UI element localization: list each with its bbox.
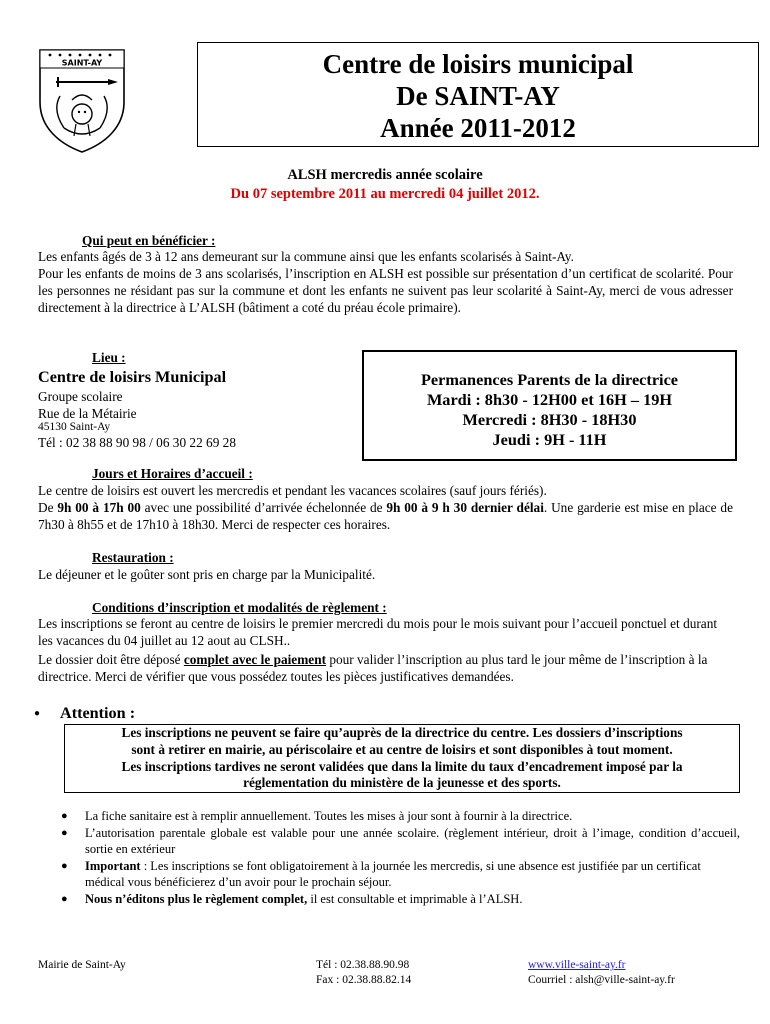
- crest-text: SAINT-AY: [61, 58, 103, 68]
- beneficiaries-para-2: Pour les enfants de moins de 3 ans scolarisés, l’inscription en ALSH est possible sur présentation d’un certificat de scolarité. Pour les personnes ne résidant pas sur la commune et dont les enfants ne suivent pas leur scolarité à Saint-Ay, merci de vous adresser directement à la directrice à L’ALSH (bâtiment a coté du préau école primaire).: [38, 266, 733, 316]
- hours-p2-text-c: avec une possibilité d’arrivée échelonnée de: [140, 500, 387, 515]
- hours-p2-bold-b: 9h 00 à 17h 00: [57, 500, 141, 515]
- footer-mairie: Mairie de Saint-Ay: [38, 959, 126, 971]
- hours-p2-text-a: De: [38, 500, 58, 515]
- title-line-1: Centre de loisirs municipal: [322, 49, 634, 79]
- footer-email: Courriel : alsh@ville-saint-ay.fr: [528, 974, 675, 986]
- bullet-4-bold: Nous n’éditons plus le règlement complet,: [85, 891, 308, 906]
- bullet-text-4: il est consultable et imprimable à l’ALSH.: [307, 891, 523, 906]
- conditions-heading: Conditions d’inscription et modalités de règlement :: [92, 600, 387, 615]
- hours-para-1: Le centre de loisirs est ouvert les mercredis et pendant les vacances scolaires (sauf jours fériés).: [38, 483, 547, 498]
- permanences-line-1: Mardi : 8h30 - 12H00 et 16H – 19H: [426, 390, 673, 409]
- conditions-para-1: Les inscriptions se feront au centre de loisirs le premier mercredi du mois pour le mois suivant pour l’accueil ponctuel et durant les vacances du 04 juillet au 12 aout au CLSH..: [38, 616, 718, 649]
- attention-line-1: Les inscriptions ne peuvent se faire qu’auprès de la directrice du centre. Les dossiers d’inscriptions: [121, 725, 683, 740]
- footer-website-link[interactable]: www.ville-saint-ay.fr: [528, 959, 626, 971]
- bullet-text-2: L’autorisation parentale globale est valable pour une année scolaire. (règlement intérieur, droit à l’image, condition d’accueil, sortie en extérieur: [85, 825, 740, 856]
- attention-box: [64, 724, 740, 793]
- attention-bullet-icon: ●: [34, 708, 41, 719]
- title-line-3: Année 2011-2012: [380, 113, 576, 143]
- crest-shield-icon: [34, 44, 130, 154]
- permanences-box: [362, 350, 737, 461]
- bullet-icon: ●: [61, 859, 68, 872]
- permanences-title: Permanences Parents de la directrice: [420, 370, 679, 389]
- conditions-p2-bold: complet avec le paiement: [183, 652, 327, 667]
- footer-web: [528, 958, 675, 988]
- footer-tel: Tél : 02.38.88.90.98: [316, 959, 410, 971]
- title-box: [197, 42, 759, 147]
- beneficiaries-heading: Qui peut en bénéficier :: [82, 233, 216, 248]
- catering-para: Le déjeuner et le goûter sont pris en charge par la Municipalité.: [38, 567, 376, 582]
- attention-line-3: Les inscriptions tardives ne seront validées que dans la limite du taux d’encadrement imposé par la: [121, 758, 683, 774]
- beneficiaries-para-1: Les enfants âgés de 3 à 12 ans demeurant sur la commune ainsi que les enfants scolarisés à Saint-Ay.: [38, 249, 574, 264]
- bullet-list: [58, 808, 740, 907]
- footer-fax: Fax : 02.38.88.82.14: [316, 974, 412, 986]
- bullet-text-1: La fiche sanitaire est à remplir annuellement. Toutes les mises à jour sont à fournir à la directrice.: [85, 809, 573, 823]
- list-item: [58, 825, 740, 858]
- attention-line-2: sont à retirer en mairie, au périscolaire et au centre de loisirs et sont disponibles à tout moment.: [131, 741, 673, 757]
- permanences-line-2: Mercredi : 8H30 - 18H30: [462, 410, 637, 429]
- hours-para-2: [38, 499, 733, 533]
- saint-ay-crest-logo: [34, 44, 130, 154]
- location-name: Centre de loisirs Municipal: [38, 368, 227, 386]
- catering-heading: Restauration :: [92, 550, 174, 565]
- permanences-line-3: Jeudi : 9H - 11H: [492, 430, 607, 449]
- footer-contact: [316, 958, 411, 988]
- subtitle-line-1: ALSH mercredis année scolaire: [287, 167, 483, 183]
- bullet-text-3: : Les inscriptions se font obligatoirement à la journée les mercredis, si une absence est justifiée par un certificat médical vous bénéficierez d’un avoir pour le prochain séjour.: [85, 858, 701, 889]
- location-line-3: 45130 Saint-Ay: [38, 421, 111, 433]
- attention-line-4: réglementation du ministère de la jeunesse et des sports.: [243, 775, 561, 791]
- bullet-3-bold: Important: [85, 858, 141, 873]
- hours-p2-text-e: . Une garderie est mise en place de 7h30 à 8h55 et de 17h10 à 18h30. Merci de respecter ces horaires.: [38, 500, 733, 533]
- bullet-icon: ●: [61, 826, 68, 839]
- location-line-2: Rue de la Métairie: [38, 406, 137, 421]
- bullet-icon: ●: [61, 892, 68, 905]
- list-item: [58, 891, 740, 908]
- list-item: [58, 858, 740, 891]
- subtitle-dates: Du 07 septembre 2011 au mercredi 04 juillet 2012.: [230, 186, 540, 202]
- conditions-p2-text-a: Le dossier doit être déposé: [38, 652, 184, 667]
- location-line-1: Groupe scolaire: [38, 389, 123, 404]
- attention-label: Attention :: [60, 704, 136, 722]
- hours-heading: Jours et Horaires d’accueil :: [92, 466, 253, 481]
- hours-p2-bold-d: 9h 00 à 9 h 30 dernier délai: [386, 500, 544, 515]
- location-heading: Lieu :: [92, 350, 126, 365]
- title-line-2: De SAINT-AY: [396, 81, 560, 111]
- conditions-para-2: [38, 651, 733, 685]
- conditions-p2-text-c: pour valider l’inscription au plus tard le jour même de l’inscription à la directrice. Merci de vérifier que vous possédez toutes les pièces justificatives demandées.: [38, 652, 708, 685]
- subtitle: [0, 166, 770, 204]
- location-phone: Tél : 02 38 88 90 98 / 06 30 22 69 28: [38, 435, 236, 450]
- list-item: [58, 808, 740, 825]
- bullet-icon: ●: [61, 810, 68, 822]
